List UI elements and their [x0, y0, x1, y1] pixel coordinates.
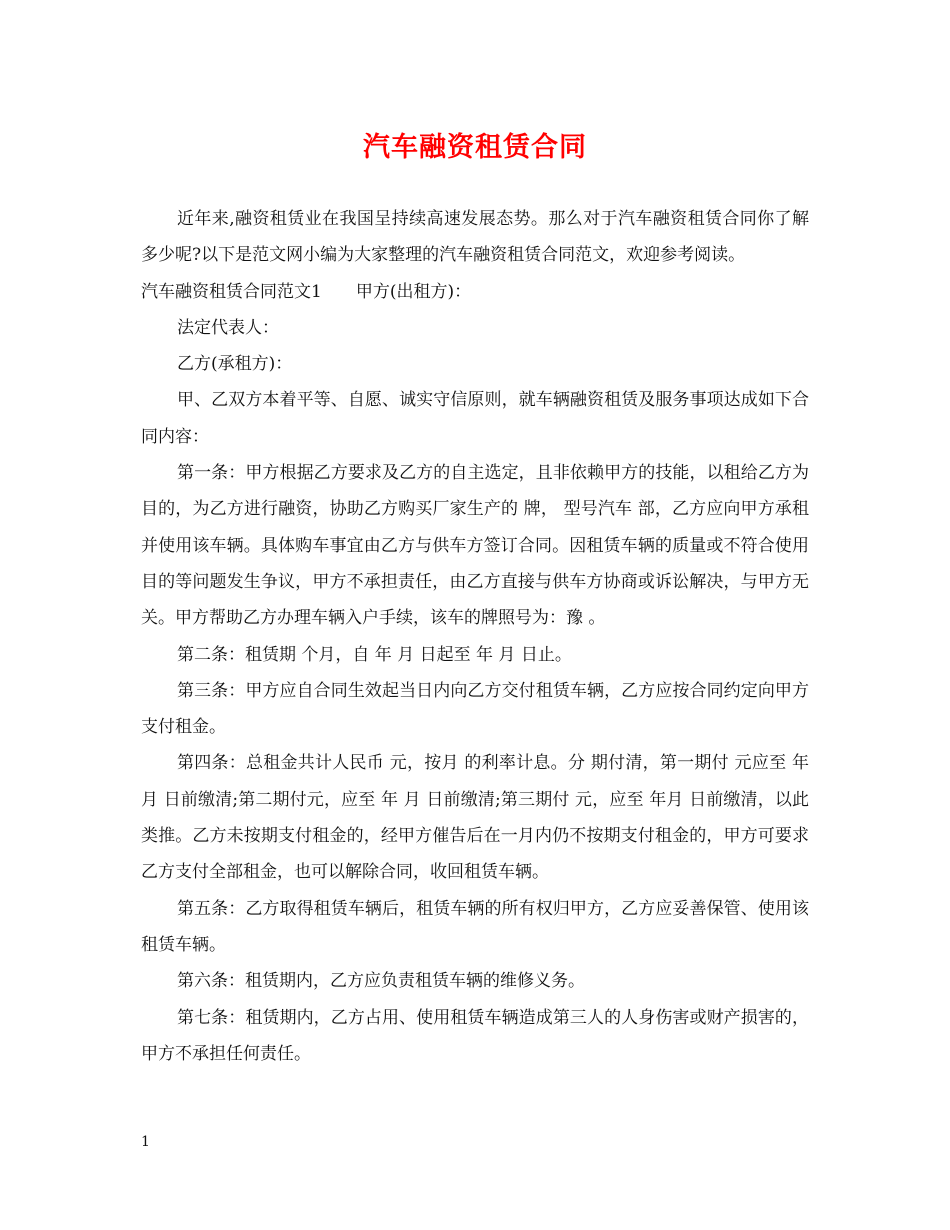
article-5-paragraph: 第五条：乙方取得租赁车辆后，租赁车辆的所有权归甲方，乙方应妥善保管、使用该租赁车辆。: [141, 898, 809, 955]
preamble-paragraph: 甲、乙双方本着平等、自愿、诚实守信原则，就车辆融资租赁及服务事项达成如下合同内容：: [141, 390, 809, 447]
legal-representative-line: 法定代表人：: [177, 317, 279, 338]
party-b-line: 乙方(承租方)：: [177, 354, 293, 375]
contract-heading-line: 汽车融资租赁合同范文1 甲方(出租方)：: [141, 281, 472, 302]
article-3-paragraph: 第三条：甲方应自合同生效起当日内向乙方交付租赁车辆，乙方应按合同约定向甲方支付租金。: [141, 680, 809, 738]
document-body: [141, 201, 815, 1072]
article-2-paragraph: 第二条：租赁期 个月，自 年 月 日起至 年 月 日止。: [177, 644, 572, 665]
intro-paragraph: 近年来,融资租赁业在我国呈持续高速发展态势。那么对于汽车融资租赁合同你了解多少呢?以下是范文网小编为大家整理的汽车融资租赁合同范文，欢迎参考阅读。: [141, 209, 809, 266]
article-4-paragraph: 第四条：总租金共计人民币 元，按月 的利率计息。分 期付清，第一期付 元应至 年 月 日前缴清;第二期付元，应至 年 月 日前缴清;第三期付 元，应至 年月 日前缴清，以此类推。乙方未按期支付租金的，经甲方催告后在一月内仍不按期支付租金的，甲方可要求乙方支付全部租金，也可以解除合同，收回租赁车辆。: [141, 753, 815, 883]
article-6-paragraph: 第六条：租赁期内，乙方应负责租赁车辆的维修义务。: [177, 971, 585, 992]
article-1-paragraph: 第一条：甲方根据乙方要求及乙方的自主选定，且非依赖甲方的技能，以租给乙方为目的，为乙方进行融资，协助乙方购买厂家生产的 牌， 型号汽车 部，乙方应向甲方承租并使用该车辆。具体购车事宜由乙方与供车方签订合同。因租赁车辆的质量或不符合使用目的等问题发生争议，甲方不承担责任，由乙方直接与供车方协商或诉讼解决，与甲方无关。甲方帮助乙方办理车辆入户手续，该车的牌照号为：豫 。: [141, 463, 809, 629]
document-title: 汽车融资租赁合同: [363, 132, 587, 163]
article-7-paragraph: 第七条：租赁期内，乙方占用、使用租赁车辆造成第三人的人身伤害或财产损害的，甲方不承担任何责任。: [141, 1007, 809, 1064]
page-number: 1: [141, 1134, 150, 1150]
